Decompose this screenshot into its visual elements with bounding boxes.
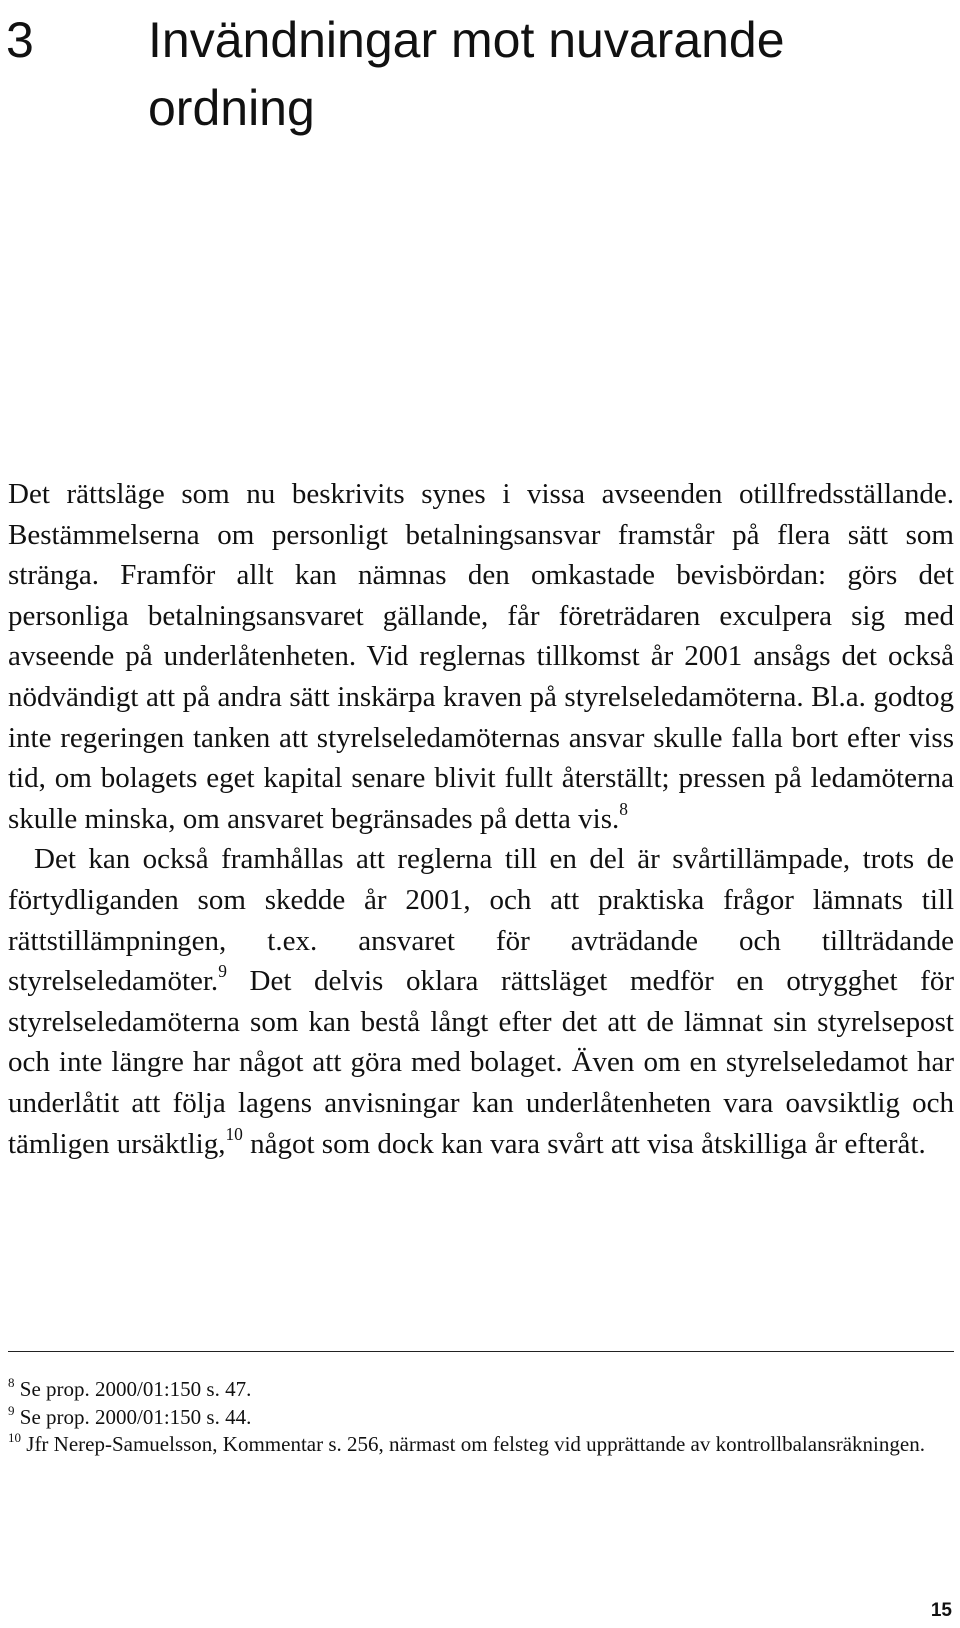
footnotes (8, 1376, 954, 1459)
footnote-reference[interactable]: 9 (218, 961, 227, 982)
footnote (8, 1376, 954, 1404)
footnote-text: Jfr Nerep-Samuelsson, Kommentar s. 256, närmast om felsteg vid upprättande av kontrollbalansräkningen. (21, 1432, 925, 1456)
footnote (8, 1431, 954, 1459)
footnote-number: 10 (8, 1429, 22, 1445)
paragraph-text: något som dock kan vara svårt att visa åtskilliga år efteråt. (242, 1127, 926, 1160)
footnote-number: 9 (8, 1402, 15, 1418)
paragraph-text: Det delvis oklara rättsläget medför en otrygghet för styrelseledamöterna som kan bestå långt efter det att de lämnat sin styrelsepost och inte längre har något att göra med bolaget. Även om en styrelseledamot har underlåtit att följa lagens anvisningar kan underlåtenheten vara oavsiktlig och tämligen ursäktlig, (8, 965, 954, 1160)
footnote-reference[interactable]: 8 (619, 798, 628, 819)
paragraph (8, 839, 954, 1164)
paragraph (8, 474, 954, 839)
chapter-title: Invändningar mot nuvarande ordning (148, 12, 785, 136)
chapter-number: 3 (6, 12, 34, 68)
footnote (8, 1404, 954, 1432)
body-text (8, 474, 954, 1164)
footnote-reference[interactable]: 10 (225, 1123, 243, 1144)
footnote-text: Se prop. 2000/01:150 s. 44. (14, 1404, 252, 1429)
footnote-number: 8 (8, 1374, 15, 1390)
paragraph-text: Det rättsläge som nu beskrivits synes i vissa avseenden otillfredsställande. Bestämmelserna om personligt betalningsansvar framstår på flera sätt som stränga. Framför allt kan nämnas den omkastade bevisbördan: görs det personliga betalningsansvaret gällande, får företrädaren exculpera sig med avseende på underlåtenheten. Vid reglernas tillkomst år 2001 ansågs det också nödvändigt att på andra sätt inskärpa kraven på styrelseledamöterna. Bl.a. godtog inte regeringen tanken att styrelseledamöternas ansvar skulle falla bort efter viss tid, om bolagets eget kapital senare blivit fullt återställt; pressen på ledamöterna skulle minska, om ansvaret begränsades på detta vis. (8, 478, 954, 835)
footnote-text: Se prop. 2000/01:150 s. 47. (14, 1377, 252, 1401)
page-number: 15 (930, 1600, 952, 1621)
footnote-separator (8, 1351, 954, 1352)
paragraph-text: Det kan också framhållas att reglerna till en del är svårtillämpade, trots de förtydliganden som skedde år 2001, och att praktiska frågor lämnats till rättstillämpningen, t.ex. ansvaret för avträdande och tillträdande styrelseledamöter. (8, 843, 954, 998)
